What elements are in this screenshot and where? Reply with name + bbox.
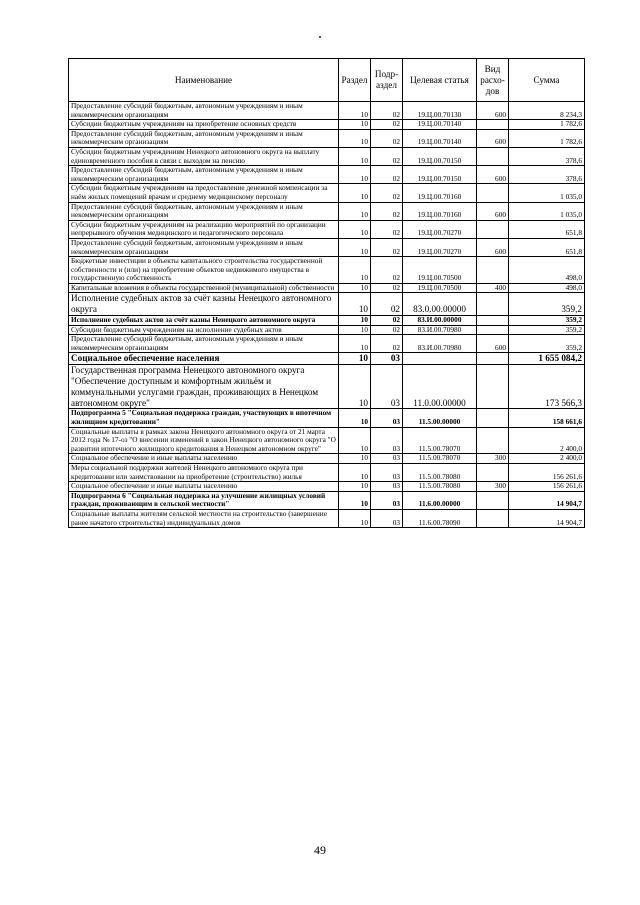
row-section: 10	[339, 491, 371, 509]
header-target: Целевая статья	[403, 59, 477, 102]
row-subsection: 02	[371, 102, 403, 120]
row-name: Бюджетные инвестиции в объекты капитального строительства государственной собственности и (или) на приобретение объектов недвижимого имущества в государственную собственность	[69, 257, 339, 284]
row-section: 10	[339, 293, 371, 316]
row-name: Предоставление субсидий бюджетным, автономным учреждениям и иным некоммерческим организациям	[69, 166, 339, 184]
row-expense-type	[477, 184, 509, 202]
row-subsection: 02	[371, 220, 403, 238]
row-name: Социальные выплаты в рамках закона Ненецкого автономного округа от 21 марта 2012 года № 17-оз "О внесении изменений в закон Ненецкого автономного округа "О развитии ипотечного жилищного кредитования в Ненецком автономном округе"	[69, 427, 339, 454]
table-row	[69, 166, 585, 184]
table-row	[69, 257, 585, 284]
row-amount: 378,6	[509, 147, 585, 165]
row-subsection: 02	[371, 184, 403, 202]
row-amount: 2 400,0	[509, 427, 585, 454]
row-section: 10	[339, 120, 371, 130]
row-target: 19.Ц.00.70140	[403, 129, 477, 147]
budget-table	[68, 58, 585, 528]
row-target: 11.5.00.78070	[403, 454, 477, 464]
row-amount: 359,2	[509, 316, 585, 326]
row-name: Предоставление субсидий бюджетным, автономным учреждениям и иным некоммерческим организациям	[69, 202, 339, 220]
row-subsection: 02	[371, 293, 403, 316]
row-amount: 156 261,6	[509, 463, 585, 481]
row-amount: 359,2	[509, 293, 585, 316]
row-section: 10	[339, 220, 371, 238]
row-target: 83.И.00.70980	[403, 325, 477, 335]
row-subsection: 03	[371, 491, 403, 509]
row-target: 19.Ц.00.70140	[403, 120, 477, 130]
row-amount: 1 035,0	[509, 184, 585, 202]
row-amount: 158 661,6	[509, 409, 585, 427]
row-name: Социальные выплаты жителям сельской местности на строительство (завершение ранее начатого строительства) индивидуальных домов	[69, 509, 339, 527]
row-section: 10	[339, 184, 371, 202]
table-row	[69, 353, 585, 365]
row-name: Социальное обеспечение населения	[69, 353, 339, 365]
row-target: 19.Ц.00.70500	[403, 283, 477, 293]
row-expense-type: 600	[477, 102, 509, 120]
row-name: Предоставление субсидий бюджетным, автономным учреждениям и иным некоммерческим организациям	[69, 102, 339, 120]
row-name: Предоставление субсидий бюджетным, автономным учреждениям и иным некоммерческим организациям	[69, 238, 339, 256]
table-row	[69, 409, 585, 427]
row-expense-type	[477, 147, 509, 165]
row-subsection: 03	[371, 454, 403, 464]
row-subsection: 02	[371, 129, 403, 147]
row-expense-type: 300	[477, 482, 509, 492]
row-amount: 1 655 084,2	[509, 353, 585, 365]
row-amount: 498,0	[509, 257, 585, 284]
row-expense-type	[477, 427, 509, 454]
row-section: 10	[339, 353, 371, 365]
table-row	[69, 427, 585, 454]
table-row	[69, 220, 585, 238]
row-subsection: 02	[371, 120, 403, 130]
row-name: Меры социальной поддержки жителей Ненецкого автономного округа при кредитовании или заимствовании на приобретение (строительство) жилья	[69, 463, 339, 481]
table-row	[69, 325, 585, 335]
row-section: 10	[339, 509, 371, 527]
table-row	[69, 283, 585, 293]
row-name: Подпрограмма 6 "Социальная поддержка на улучшение жилищных условий граждан, проживающим в сельской местности"	[69, 491, 339, 509]
row-expense-type: 300	[477, 454, 509, 464]
row-target: 19.Ц.00.70150	[403, 166, 477, 184]
row-target	[403, 353, 477, 365]
table-row	[69, 365, 585, 409]
row-subsection: 02	[371, 147, 403, 165]
row-subsection: 03	[371, 353, 403, 365]
row-target: 83.0.00.00000	[403, 293, 477, 316]
row-name: Социальное обеспечение и иные выплаты населению	[69, 482, 339, 492]
row-target: 19.Ц.00.70160	[403, 202, 477, 220]
row-subsection: 02	[371, 335, 403, 353]
row-target: 19.Ц.00.70150	[403, 147, 477, 165]
row-amount: 156 261,6	[509, 482, 585, 492]
row-section: 10	[339, 365, 371, 409]
table-row	[69, 238, 585, 256]
row-target: 11.5.00.00000	[403, 409, 477, 427]
row-target: 11.5.00.78080	[403, 463, 477, 481]
row-expense-type	[477, 491, 509, 509]
row-amount: 14 904,7	[509, 509, 585, 527]
row-target: 11.5.00.78080	[403, 482, 477, 492]
row-target: 19.Ц.00.70270	[403, 238, 477, 256]
table-row	[69, 454, 585, 464]
table-row	[69, 316, 585, 326]
header-section: Раздел	[339, 59, 371, 102]
table-row	[69, 202, 585, 220]
row-name: Исполнение судебных актов за счёт казны Ненецкого автономного округа	[69, 293, 339, 316]
row-section: 10	[339, 102, 371, 120]
row-section: 10	[339, 202, 371, 220]
row-expense-type: 600	[477, 166, 509, 184]
row-name: Подпрограмма 5 "Социальная поддержка граждан, участвующих в ипотечном жилищном кредитовании"	[69, 409, 339, 427]
row-name: Исполнение судебных актов за счёт казны Ненецкого автономного округа	[69, 316, 339, 326]
row-amount: 498,0	[509, 283, 585, 293]
row-name: Субсидии бюджетным учреждениям на приобретение основных средств	[69, 120, 339, 130]
row-subsection: 02	[371, 325, 403, 335]
row-expense-type	[477, 316, 509, 326]
page-number: 49	[314, 843, 326, 857]
table-row	[69, 184, 585, 202]
row-expense-type	[477, 120, 509, 130]
row-expense-type: 400	[477, 283, 509, 293]
table-row	[69, 293, 585, 316]
row-subsection: 02	[371, 166, 403, 184]
scan-speck	[319, 36, 321, 38]
row-section: 10	[339, 482, 371, 492]
row-target: 19.Ц.00.70160	[403, 184, 477, 202]
row-expense-type: 600	[477, 335, 509, 353]
row-expense-type	[477, 353, 509, 365]
header-name: Наименование	[69, 59, 339, 102]
row-subsection: 03	[371, 365, 403, 409]
row-expense-type: 600	[477, 238, 509, 256]
row-amount: 173 566,3	[509, 365, 585, 409]
row-section: 10	[339, 147, 371, 165]
row-amount: 359,2	[509, 335, 585, 353]
row-section: 10	[339, 427, 371, 454]
row-section: 10	[339, 129, 371, 147]
row-expense-type	[477, 293, 509, 316]
header-amount: Сумма	[509, 59, 585, 102]
row-target: 83.И.00.70980	[403, 335, 477, 353]
table-row	[69, 463, 585, 481]
row-name: Социальное обеспечение и иные выплаты населению	[69, 454, 339, 464]
row-name: Предоставление субсидий бюджетным, автономным учреждениям и иным некоммерческим организациям	[69, 335, 339, 353]
row-expense-type	[477, 509, 509, 527]
table-row	[69, 120, 585, 130]
row-amount: 1 782,6	[509, 120, 585, 130]
row-name: Субсидии бюджетным учреждениям на реализацию мероприятий по организации непрерывного обучения медицинского и педагогического персонала	[69, 220, 339, 238]
row-section: 10	[339, 463, 371, 481]
table-row	[69, 335, 585, 353]
row-section: 10	[339, 257, 371, 284]
row-expense-type: 600	[477, 202, 509, 220]
row-target: 19.Ц.00.70270	[403, 220, 477, 238]
row-section: 10	[339, 238, 371, 256]
row-expense-type	[477, 463, 509, 481]
table-row	[69, 482, 585, 492]
row-subsection: 03	[371, 482, 403, 492]
table-row	[69, 147, 585, 165]
row-subsection: 02	[371, 238, 403, 256]
row-target: 19.Ц.00.70500	[403, 257, 477, 284]
row-target: 11.5.00.78070	[403, 427, 477, 454]
row-subsection: 03	[371, 427, 403, 454]
row-expense-type	[477, 409, 509, 427]
row-section: 10	[339, 325, 371, 335]
row-expense-type	[477, 365, 509, 409]
table-row	[69, 129, 585, 147]
row-subsection: 02	[371, 202, 403, 220]
row-amount: 1 782,6	[509, 129, 585, 147]
row-target: 11.0.00.00000	[403, 365, 477, 409]
table-row	[69, 102, 585, 120]
row-target: 83.И.00.00000	[403, 316, 477, 326]
row-amount: 8 234,3	[509, 102, 585, 120]
row-expense-type	[477, 325, 509, 335]
row-name: Капитальные вложения в объекты государственной (муниципальной) собственности	[69, 283, 339, 293]
row-name: Субсидии бюджетным учреждениям Ненецкого автономного округа на выплату единовременного пособия в связи с выходом на пенсию	[69, 147, 339, 165]
row-expense-type	[477, 257, 509, 284]
row-subsection: 03	[371, 409, 403, 427]
row-section: 10	[339, 335, 371, 353]
row-subsection: 02	[371, 316, 403, 326]
row-target: 11.6.00.00000	[403, 491, 477, 509]
row-section: 10	[339, 409, 371, 427]
row-amount: 651,8	[509, 238, 585, 256]
row-amount: 359,2	[509, 325, 585, 335]
row-section: 10	[339, 166, 371, 184]
row-amount: 1 035,0	[509, 202, 585, 220]
row-amount: 651,8	[509, 220, 585, 238]
row-section: 10	[339, 283, 371, 293]
row-subsection: 02	[371, 283, 403, 293]
table-row	[69, 509, 585, 527]
table-row	[69, 491, 585, 509]
row-subsection: 02	[371, 257, 403, 284]
row-subsection: 03	[371, 463, 403, 481]
row-name: Государственная программа Ненецкого автономного округа "Обеспечение доступным и комфортным жильём и коммунальными услугами граждан, проживающих в Ненецком автономном округе"	[69, 365, 339, 409]
row-target: 11.6.00.78090	[403, 509, 477, 527]
row-name: Субсидии бюджетным учреждениям на исполнение судебных актов	[69, 325, 339, 335]
row-expense-type: 600	[477, 129, 509, 147]
table-header-row	[69, 59, 585, 102]
row-target: 19.Ц.00.70130	[403, 102, 477, 120]
row-amount: 378,6	[509, 166, 585, 184]
row-amount: 14 904,7	[509, 491, 585, 509]
row-expense-type	[477, 220, 509, 238]
row-section: 10	[339, 316, 371, 326]
header-subsection: Подраздел	[371, 59, 403, 102]
header-expense-type: Вид расходов	[477, 59, 509, 102]
row-name: Субсидии бюджетным учреждениям на предоставление денежной компенсации за наём жилых помещений врачам и среднему медицинскому персоналу	[69, 184, 339, 202]
row-subsection: 03	[371, 509, 403, 527]
row-name: Предоставление субсидий бюджетным, автономным учреждениям и иным некоммерческим организациям	[69, 129, 339, 147]
row-section: 10	[339, 454, 371, 464]
row-amount: 2 400,0	[509, 454, 585, 464]
